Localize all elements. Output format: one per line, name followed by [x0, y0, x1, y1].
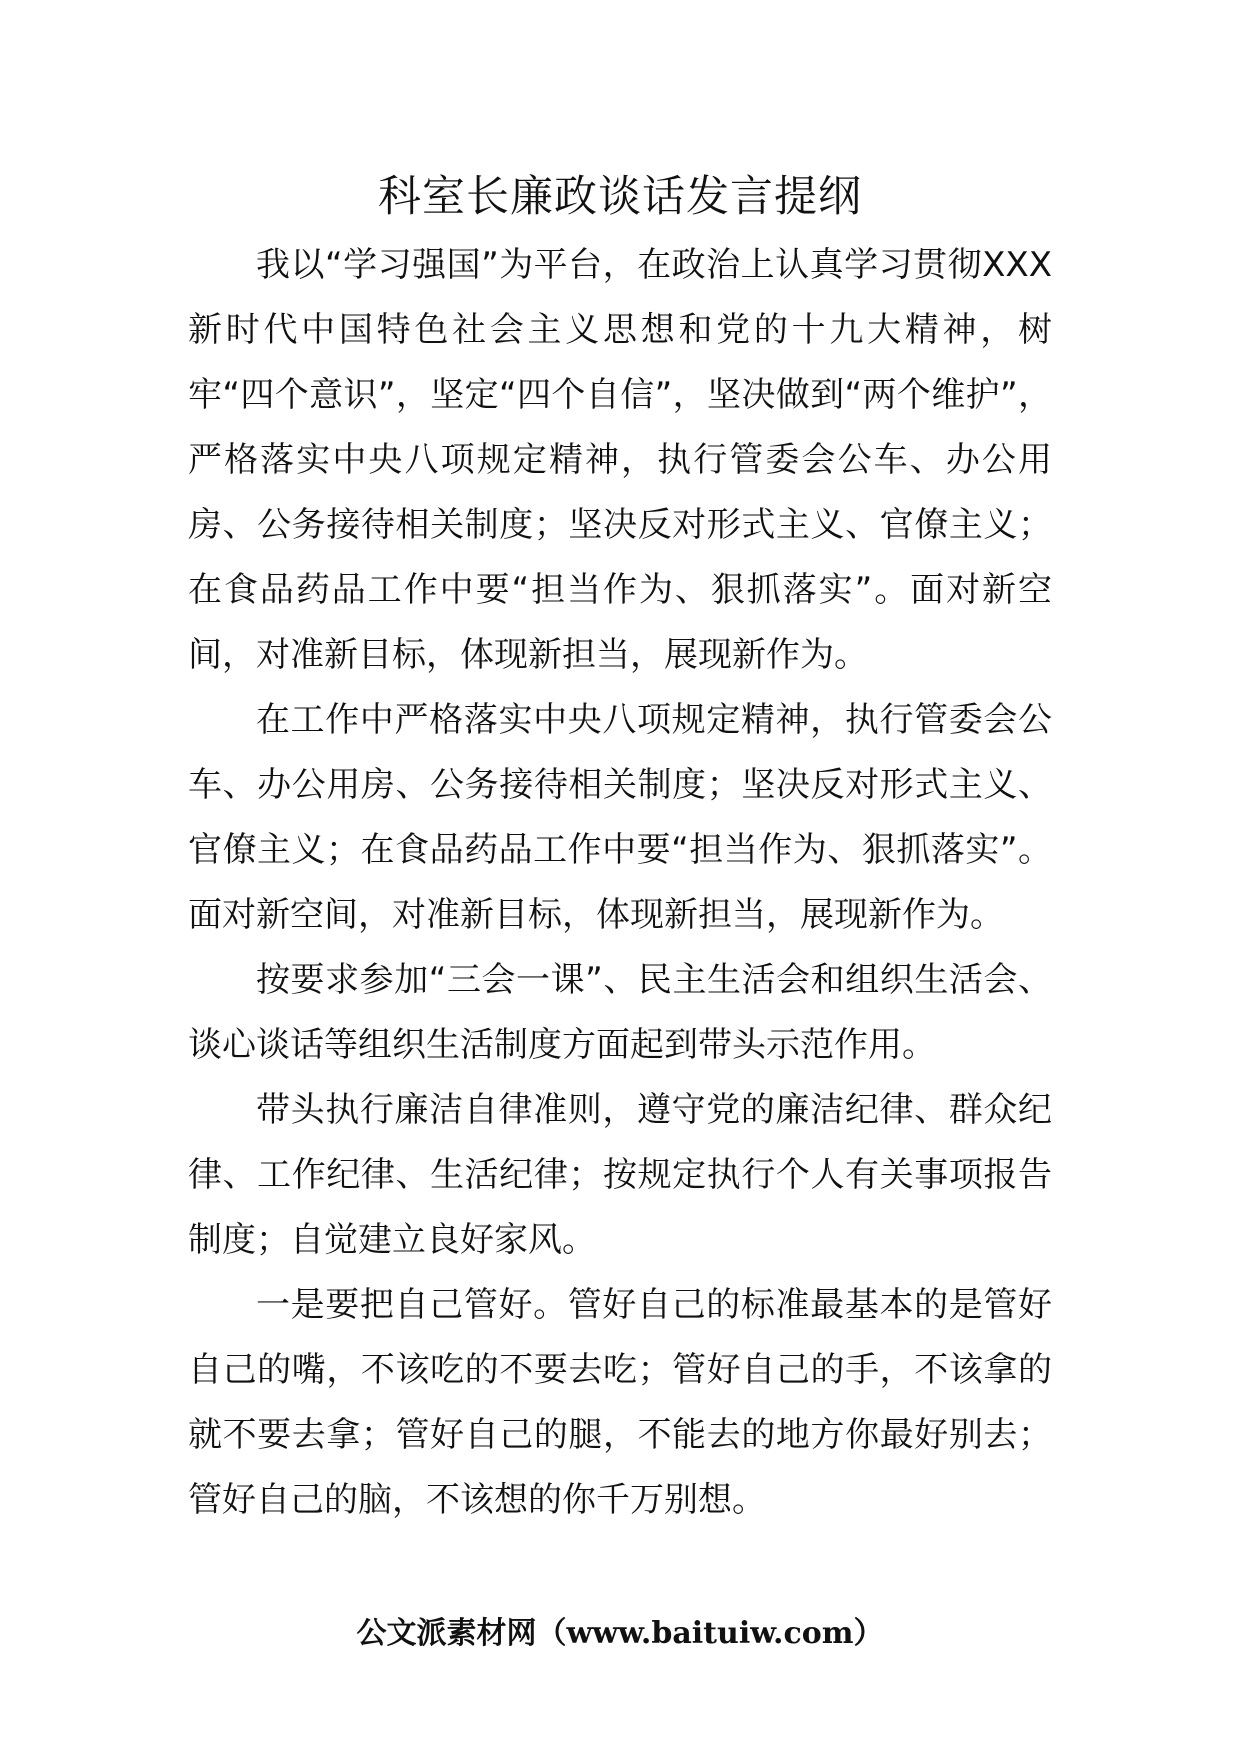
- document-body: [188, 233, 1052, 1533]
- paragraph-5: 一是要把自己管好。管好自己的标准最基本的是管好自己的嘴，不该吃的不要去吃；管好自己的手，不该拿的就不要去拿；管好自己的腿，不能去的地方你最好别去；管好自己的脑，不该想的你千万别想。: [188, 1285, 1052, 1520]
- document-title: 科室长廉政谈话发言提纲: [378, 172, 862, 222]
- paragraph-2: 在工作中严格落实中央八项规定精神，执行管委会公车、办公用房、公务接待相关制度；坚决反对形式主义、官僚主义；在食品药品工作中要“担当作为、狠抓落实”。面对新空间，对准新目标，体现新担当，展现新作为。: [188, 700, 1052, 935]
- paragraph-3: 按要求参加“三会一课”、民主生活会和组织生活会、谈心谈话等组织生活制度方面起到带头示范作用。: [188, 960, 1052, 1065]
- paragraph-4: 带头执行廉洁自律准则，遵守党的廉洁纪律、群众纪律、工作纪律、生活纪律；按规定执行个人有关事项报告制度；自觉建立良好家风。: [188, 1090, 1052, 1260]
- paragraph-1: 我以“学习强国”为平台，在政治上认真学习贯彻XXX新时代中国特色社会主义思想和党的十九大精神，树牢“四个意识”，坚定“四个自信”，坚决做到“两个维护”，严格落实中央八项规定精神，执行管委会公车、办公用房、公务接待相关制度；坚决反对形式主义、官僚主义；在食品药品工作中要“担当作为、狠抓落实”。面对新空间，对准新目标，体现新担当，展现新作为。: [188, 245, 1052, 675]
- source-footer: 公文派素材网（www.baituiw.com）: [356, 1616, 884, 1651]
